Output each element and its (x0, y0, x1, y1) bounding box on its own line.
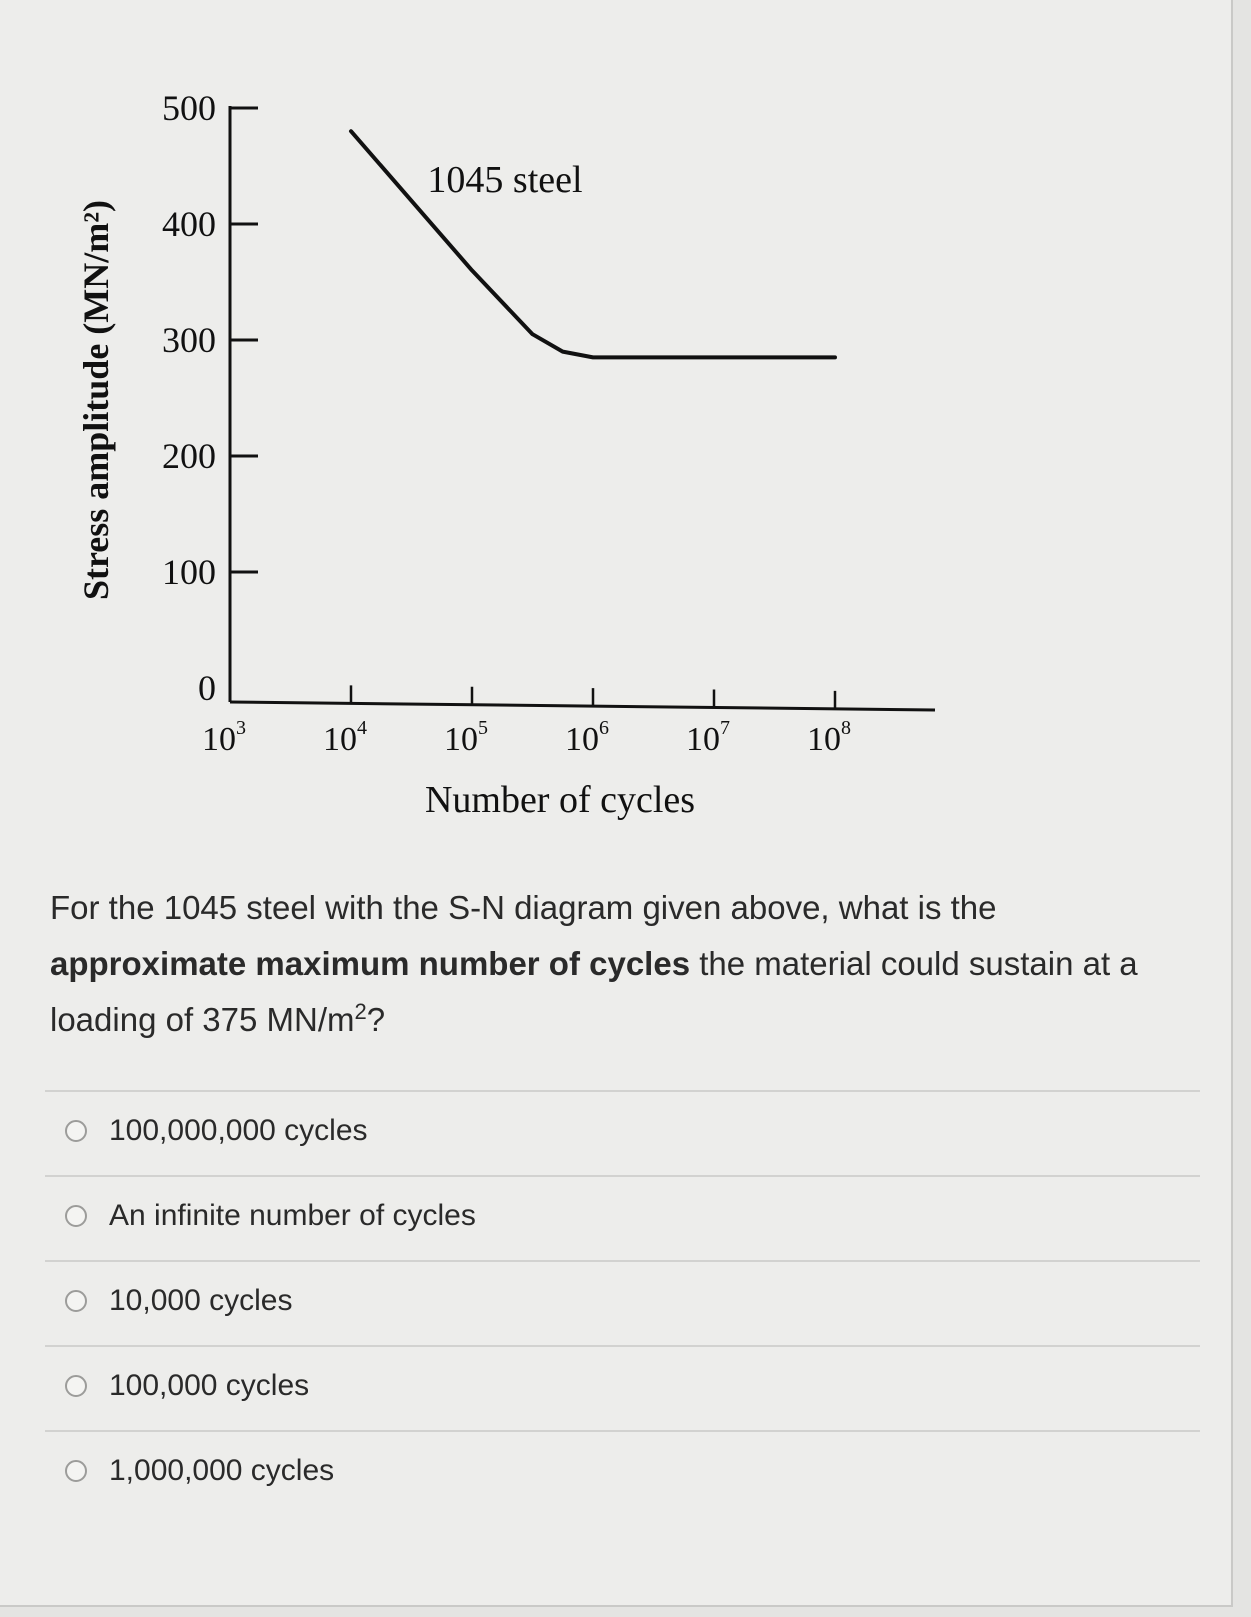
series-line-1045-steel (351, 131, 835, 357)
sn-chart (0, 0, 1000, 860)
x-tick-exponent: 3 (236, 717, 246, 739)
y-tick-label: 0 (198, 668, 216, 708)
radio-button[interactable] (65, 1375, 87, 1397)
x-tick-label (807, 717, 851, 758)
option-divider (45, 1260, 1200, 1262)
answer-option[interactable] (65, 1106, 368, 1156)
answer-option-label: 100,000,000 cycles (109, 1114, 368, 1147)
y-tick-label: 100 (162, 552, 216, 592)
question-superscript: 2 (354, 999, 367, 1024)
y-tick-label: 300 (162, 320, 216, 360)
radio-button[interactable] (65, 1205, 87, 1227)
sn-diagram (0, 0, 1000, 860)
x-tick-label (686, 717, 730, 758)
x-tick-exponent: 8 (841, 717, 851, 739)
x-tick-exponent: 4 (357, 717, 367, 739)
answer-option-label: 100,000 cycles (109, 1369, 310, 1402)
answer-option-label: An infinite number of cycles (109, 1199, 476, 1232)
answer-option[interactable] (65, 1361, 309, 1411)
x-tick-label (323, 717, 367, 758)
x-tick-exponent: 6 (599, 717, 609, 739)
answer-option[interactable] (65, 1191, 476, 1241)
y-tick-label: 500 (162, 88, 216, 128)
x-tick-base: 10 (565, 721, 599, 758)
x-tick-base: 10 (202, 721, 236, 758)
x-tick-base: 10 (444, 721, 478, 758)
x-tick-label (565, 717, 609, 758)
option-divider (45, 1090, 1200, 1092)
x-tick-exponent: 7 (720, 717, 730, 739)
answer-option-label: 10,000 cycles (109, 1284, 293, 1317)
series-label: 1045 steel (427, 159, 583, 201)
question-end: ? (366, 1001, 386, 1038)
option-divider (45, 1175, 1200, 1177)
x-tick-label (444, 717, 488, 758)
x-tick-base: 10 (323, 721, 357, 758)
radio-button[interactable] (65, 1120, 87, 1142)
answer-option[interactable] (65, 1276, 292, 1326)
y-tick-label: 400 (162, 204, 216, 244)
y-tick-label: 200 (162, 436, 216, 476)
x-tick-base: 10 (686, 721, 720, 758)
question-part1: For the 1045 steel with the S-N diagram given above, what is the (50, 889, 997, 926)
option-divider (45, 1430, 1200, 1432)
x-axis-line (230, 702, 935, 710)
x-tick-label (202, 717, 246, 758)
question-emphasis: approximate maximum number of cycles (50, 945, 691, 982)
answer-option-label: 1,000,000 cycles (109, 1454, 335, 1487)
question-part2: the material could sustain at a loading of 375 MN/m (50, 945, 1138, 1038)
radio-button[interactable] (65, 1460, 87, 1482)
option-divider (45, 1345, 1200, 1347)
x-tick-exponent: 5 (478, 717, 488, 739)
answer-option[interactable] (65, 1446, 334, 1496)
x-tick-base: 10 (807, 721, 841, 758)
radio-button[interactable] (65, 1290, 87, 1312)
x-axis-label: Number of cycles (424, 779, 696, 821)
question-text (50, 880, 1200, 1048)
y-axis-label: Stress amplitude (MN/m²) (76, 199, 116, 601)
